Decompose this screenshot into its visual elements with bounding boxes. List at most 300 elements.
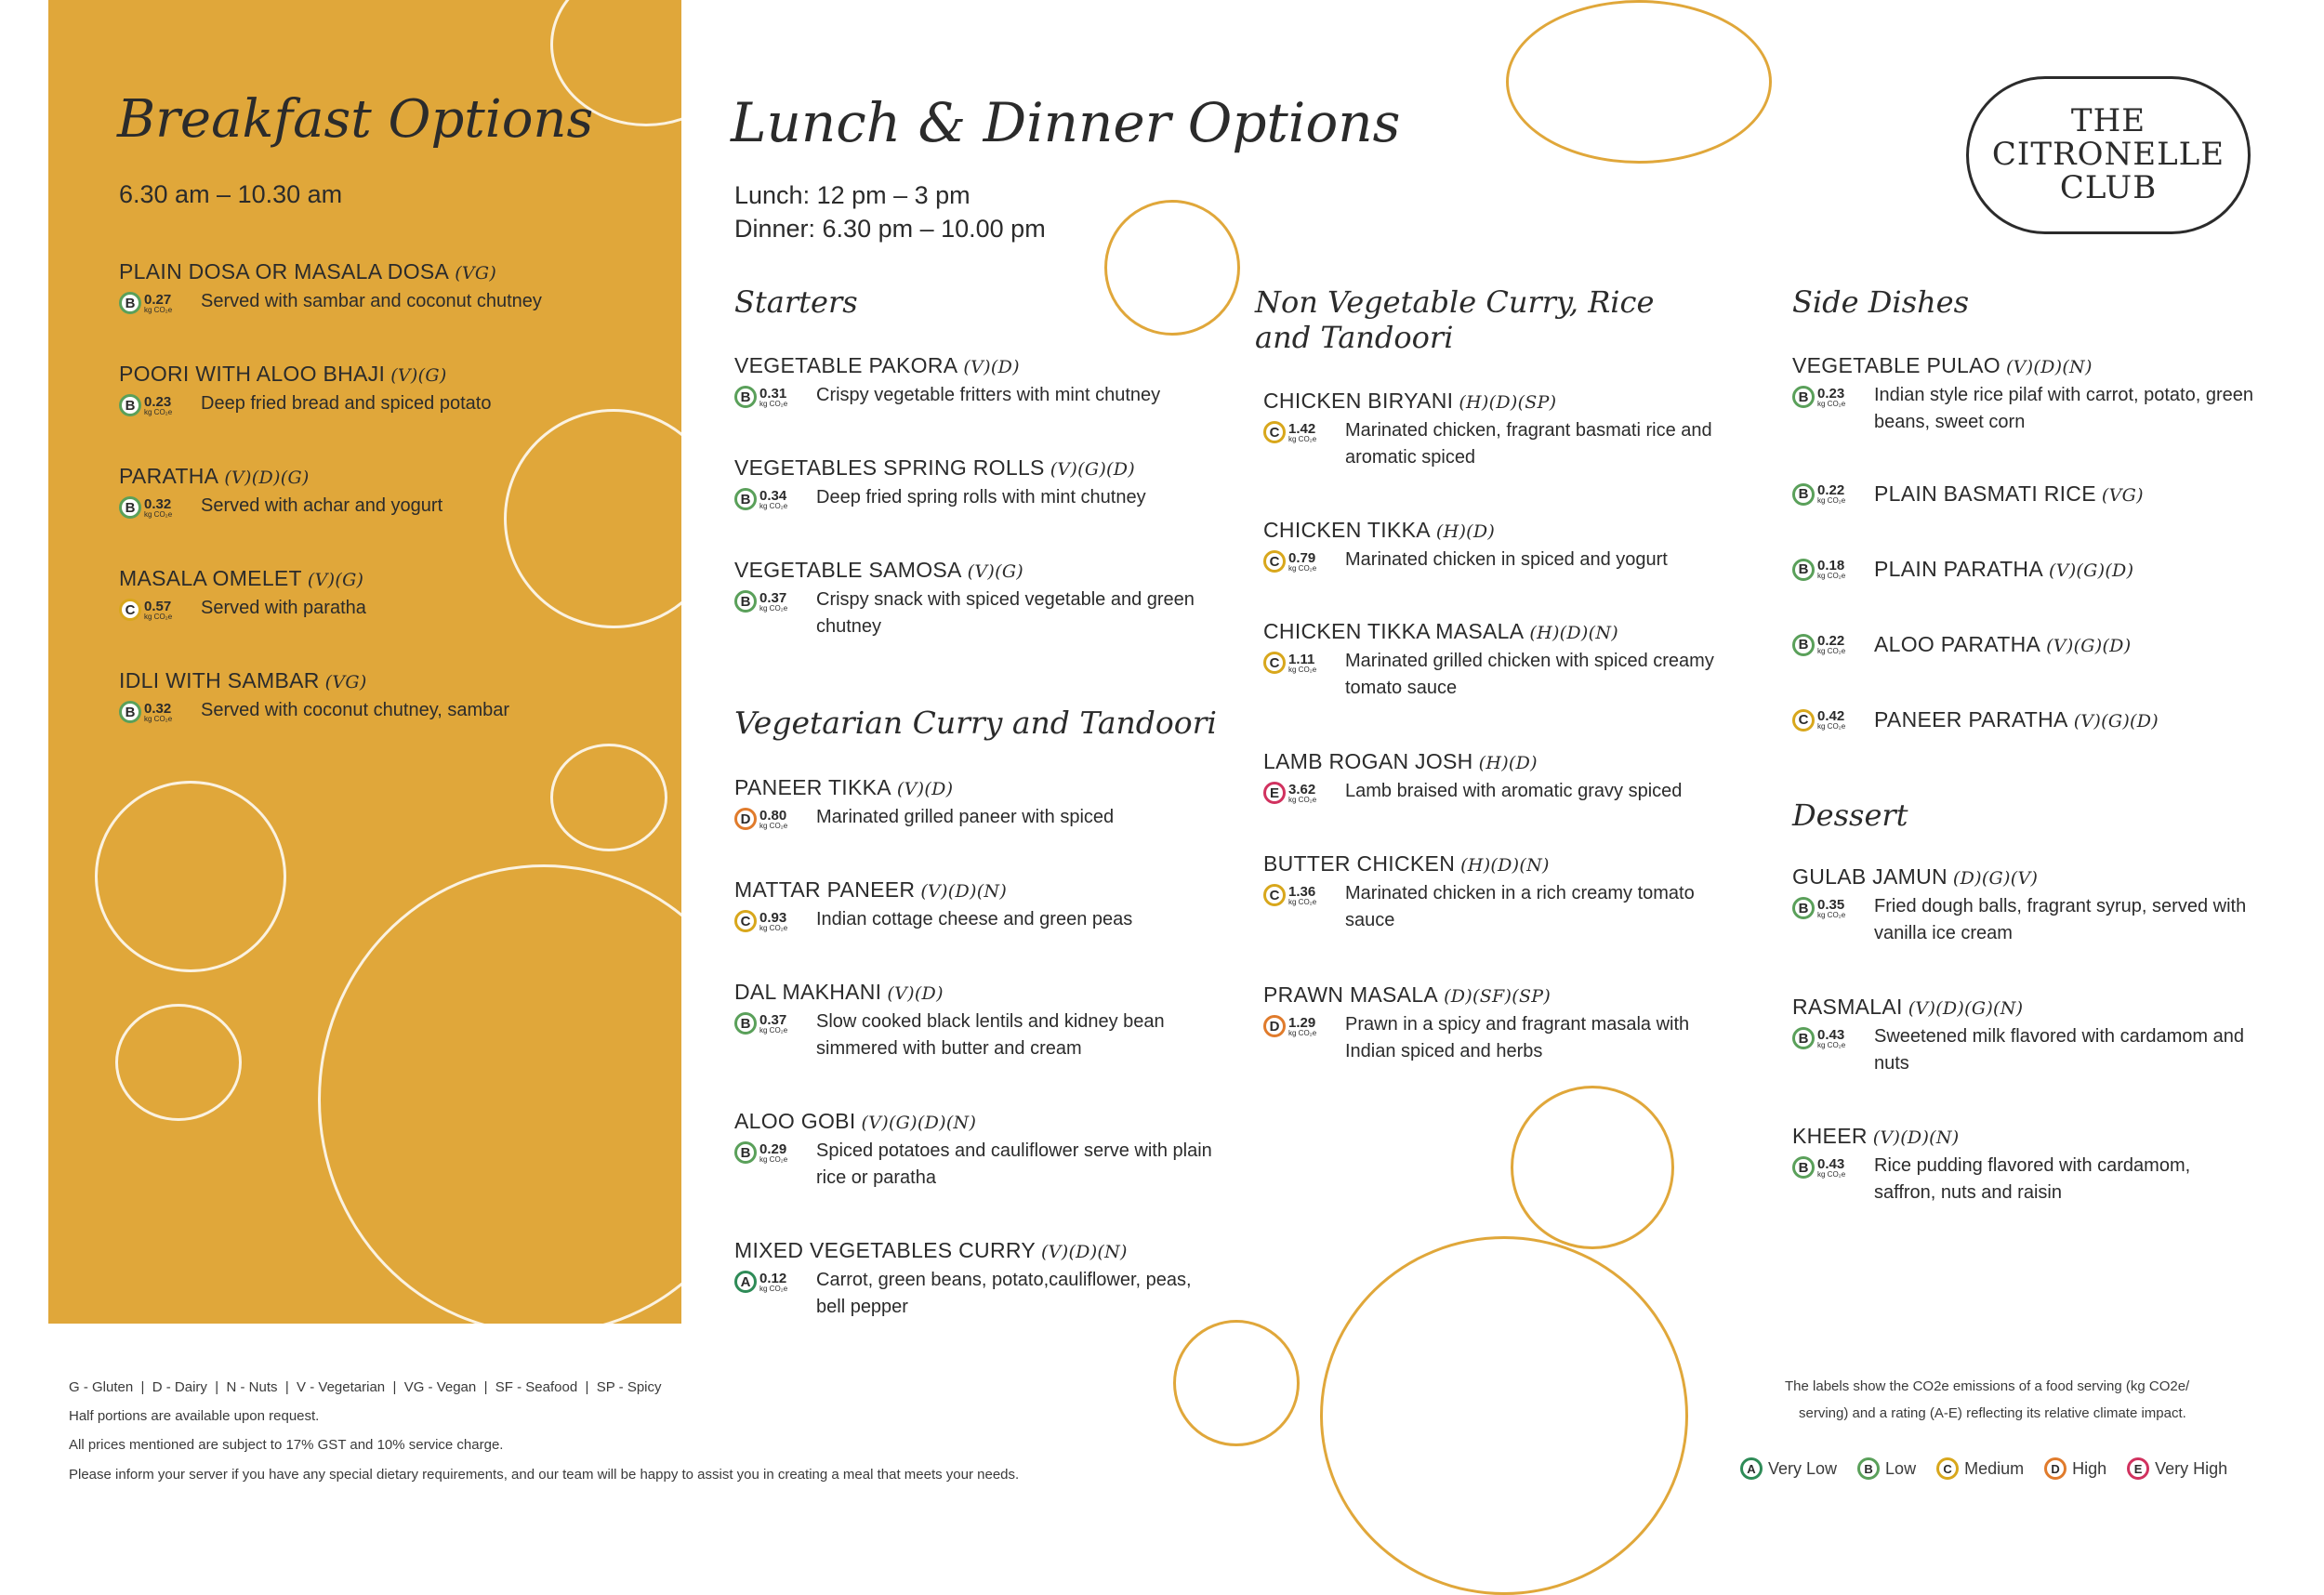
- dish-name: MASALA OMELET: [119, 566, 302, 590]
- co2-value: [1817, 1028, 1845, 1049]
- menu-item-detail: [734, 910, 1218, 933]
- logo-line2: CITRONELLE: [1991, 136, 2225, 174]
- dish-name: IDLI WITH SAMBAR: [119, 668, 320, 692]
- co2-badge: [734, 488, 816, 510]
- co2-value: [759, 1272, 787, 1293]
- dish-description: Deep fried bread and spiced potato: [201, 393, 492, 414]
- half-portions-note: Half portions are available upon request.: [69, 1408, 320, 1424]
- dish-description: Marinated chicken in a rich creamy tomato sauce: [1345, 883, 1695, 930]
- rating-b-icon: B: [1857, 1457, 1880, 1480]
- menu-item-name: [1874, 632, 2131, 657]
- rating-b-icon: B: [1792, 386, 1815, 408]
- co2-badge: [119, 599, 201, 621]
- menu-item: [1263, 619, 1728, 702]
- co2-number: 0.32: [144, 700, 172, 717]
- co2-number: 0.35: [1817, 896, 1845, 913]
- dietary-tags: (V)(G)(D): [2048, 560, 2134, 581]
- menu-item-name: [734, 1238, 1218, 1263]
- menu-item-detail: [119, 292, 602, 315]
- prices-note: All prices mentioned are subject to 17% GST and 10% service charge.: [69, 1437, 504, 1453]
- breakfast-hours: 6.30 am – 10.30 am: [119, 180, 343, 208]
- co2-number: 0.22: [1817, 482, 1845, 498]
- co2-value: [144, 395, 172, 416]
- menu-item-detail: [1263, 550, 1728, 573]
- dish-description: Sweetened milk flavored with cardamom and nuts: [1874, 1026, 2244, 1074]
- nonveg-title: [1255, 284, 1654, 355]
- menu-item-detail: [1792, 897, 2257, 947]
- dish-name: ALOO GOBI: [734, 1109, 856, 1133]
- co2-number: 0.37: [759, 589, 787, 606]
- co2-badge: [1792, 386, 1874, 408]
- vegetarian-title: Vegetarian Curry and Tandoori: [734, 705, 1217, 741]
- dish-name: RASMALAI: [1792, 995, 1903, 1019]
- menu-item-detail: [1263, 652, 1728, 702]
- dish-description: Indian cottage cheese and green peas: [816, 909, 1133, 929]
- co2-number: 0.27: [144, 291, 172, 308]
- dish-description: Indian style rice pilaf with carrot, potato, green beans, sweet corn: [1874, 385, 2253, 432]
- co2-number: 0.22: [1817, 633, 1845, 649]
- side-item: [1792, 481, 2144, 507]
- co2-unit: kg CO₂e: [144, 612, 173, 621]
- rating-legend: [1740, 1457, 2248, 1480]
- co2-unit: kg CO₂e: [1288, 563, 1317, 573]
- rating-c-icon: C: [1263, 652, 1286, 674]
- co2-badge: [734, 910, 816, 932]
- menu-item-detail: [1263, 884, 1728, 934]
- rating-b-icon: B: [119, 394, 141, 416]
- dietary-tags: (V)(D)(N): [2005, 357, 2093, 377]
- co2-badge: [1792, 634, 1874, 656]
- menu-item: [1792, 995, 2257, 1077]
- co2-value: [1817, 898, 1845, 919]
- menu-item-name: [1263, 851, 1728, 877]
- dietary-tags: (VG): [324, 672, 367, 692]
- menu-item-detail: [734, 1012, 1218, 1062]
- co2-number: 0.79: [1288, 549, 1316, 566]
- co2-value: [1817, 1157, 1845, 1179]
- dish-description: Served with sambar and coconut chutney: [201, 291, 542, 311]
- menu-item-name: [1263, 518, 1728, 543]
- co2-number: 0.12: [759, 1270, 787, 1286]
- rating-c-icon: C: [1263, 550, 1286, 573]
- menu-item-name: [1263, 982, 1728, 1008]
- co2-value: [1288, 551, 1316, 573]
- dish-description: Rice pudding flavored with cardamom, saffron, nuts and raisin: [1874, 1155, 2191, 1203]
- logo-line3: CLUB: [2059, 168, 2158, 206]
- co2-unit: kg CO₂e: [759, 603, 788, 613]
- co2-value: [759, 489, 787, 510]
- co2-unit: kg CO₂e: [759, 1284, 788, 1293]
- menu-item: [1792, 1124, 2257, 1206]
- menu-item: [1263, 389, 1728, 471]
- side-item: [1792, 707, 2159, 732]
- co2-unit: kg CO₂e: [144, 407, 173, 416]
- co2-unit: kg CO₂e: [1288, 897, 1317, 906]
- allergen-legend: G - Gluten | D - Dairy | N - Nuts | V - Vegetarian | VG - Vegan | SF - Seafood | SP - Spicy: [69, 1379, 662, 1395]
- rating-label: Low: [1885, 1458, 1917, 1478]
- dietary-tags: (V)(D): [896, 779, 954, 799]
- menu-item: [119, 668, 602, 724]
- co2-number: 0.23: [1817, 385, 1845, 402]
- sides-title: Side Dishes: [1792, 284, 1970, 320]
- menu-item-detail: [734, 386, 1218, 409]
- menu-item-name: [1792, 353, 2257, 378]
- lunch-dinner-title: Lunch & Dinner Options: [731, 91, 1401, 154]
- menu-item-name: [734, 775, 1218, 800]
- dish-description: Marinated chicken, fragrant basmati rice and aromatic spiced: [1345, 420, 1712, 468]
- co2-number: 0.34: [759, 487, 787, 504]
- dietary-tags: (VG): [2101, 485, 2144, 506]
- dish-name: VEGETABLE SAMOSA: [734, 558, 962, 582]
- dietary-tags: (V)(D)(G): [224, 468, 310, 488]
- dish-name: ALOO PARATHA: [1874, 632, 2041, 656]
- co2-badge: [1792, 1156, 1874, 1179]
- rating-label: High: [2072, 1458, 2107, 1478]
- dietary-tags: (V)(D)(N): [1872, 1127, 1960, 1148]
- menu-item-name: [119, 362, 602, 387]
- co2-value: [759, 809, 787, 830]
- co2-badge: [734, 590, 816, 613]
- co2-unit: kg CO₂e: [759, 501, 788, 510]
- nonveg-title-line1: Non Vegetable Curry, Rice: [1255, 284, 1655, 320]
- menu-item: [119, 362, 602, 417]
- co2-value: [759, 1142, 787, 1164]
- food-illustration: [1320, 1236, 1688, 1595]
- food-illustration: [318, 864, 681, 1324]
- menu-item-detail: [734, 1141, 1218, 1192]
- rating-b-icon: B: [1792, 483, 1815, 506]
- dietary-tags: (V)(G): [307, 570, 364, 590]
- co2-value: [1288, 422, 1316, 443]
- dish-name: CHICKEN TIKKA MASALA: [1263, 619, 1525, 643]
- dietary-tags: (V)(G)(D)(N): [861, 1113, 977, 1133]
- co2-value: [759, 1013, 787, 1035]
- co2-number: 1.11: [1288, 651, 1315, 667]
- menu-item: [119, 464, 602, 520]
- rating-b-icon: B: [119, 292, 141, 314]
- dietary-tags: (V)(G)(D): [2073, 711, 2159, 732]
- dietary-tags: (H)(D)(N): [1460, 855, 1550, 876]
- co2-badge: [734, 1271, 816, 1293]
- co2-unit: kg CO₂e: [1817, 647, 1846, 655]
- co2-number: 0.31: [759, 385, 787, 402]
- rating-b-icon: B: [734, 1141, 757, 1164]
- dietary-tags: (V)(G): [967, 561, 1024, 582]
- co2-badge: [734, 1012, 816, 1035]
- menu-item: [734, 775, 1218, 831]
- menu-item-detail: [1263, 782, 1728, 805]
- dietary-tags: (V)(G)(D): [2046, 636, 2132, 656]
- co2-value: [1817, 709, 1845, 731]
- dish-description: Marinated grilled paneer with spiced: [816, 807, 1115, 827]
- dish-description: Deep fried spring rolls with mint chutney: [816, 487, 1146, 508]
- dietary-tags: (H)(D)(N): [1529, 623, 1618, 643]
- co2-number: 0.57: [144, 598, 172, 614]
- dish-name: VEGETABLE PULAO: [1792, 353, 2000, 377]
- dish-description: Prawn in a spicy and fragrant masala with Indian spiced and herbs: [1345, 1014, 1690, 1061]
- dish-description: Lamb braised with aromatic gravy spiced: [1345, 781, 1683, 801]
- club-logo: [1966, 76, 2251, 234]
- menu-item: [734, 877, 1218, 933]
- menu-item-detail: [1792, 1156, 2257, 1206]
- dietary-tags: (D)(SF)(SP): [1444, 986, 1552, 1007]
- co2-unit: kg CO₂e: [1288, 1028, 1317, 1037]
- menu-item: [1263, 851, 1728, 934]
- logo-line1: THE: [2070, 102, 2146, 140]
- menu-item-detail: [734, 1271, 1218, 1321]
- dish-description: Crispy vegetable fritters with mint chutney: [816, 385, 1161, 405]
- dish-description: Served with paratha: [201, 598, 366, 618]
- dish-description: Spiced potatoes and cauliflower serve with plain rice or paratha: [816, 1140, 1212, 1188]
- breakfast-title: Breakfast Options: [117, 89, 594, 150]
- food-illustration: [1506, 0, 1772, 164]
- rating-c-icon: C: [1263, 421, 1286, 443]
- rating-b-icon: B: [734, 590, 757, 613]
- menu-item-name: [734, 353, 1218, 378]
- co2-badge: [1263, 884, 1345, 906]
- co2-number: 0.42: [1817, 708, 1845, 724]
- menu-item-detail: [1792, 386, 2257, 436]
- dessert-title: Dessert: [1792, 798, 1908, 833]
- menu-item: [734, 353, 1218, 409]
- co2-value: [759, 387, 787, 408]
- co2-number: 0.37: [759, 1011, 787, 1028]
- rating-c-icon: C: [734, 910, 757, 932]
- menu-item-name: [734, 877, 1218, 903]
- rating-e-icon: E: [2127, 1457, 2149, 1480]
- co2-value: [144, 497, 172, 519]
- menu-item-name: [1874, 707, 2159, 732]
- rating-b-icon: B: [1792, 1027, 1815, 1049]
- menu-item-detail: [1792, 1027, 2257, 1077]
- dish-description: Marinated chicken in spiced and yogurt: [1345, 549, 1668, 570]
- co2-badge: [1263, 550, 1345, 573]
- co2-unit: kg CO₂e: [1288, 434, 1317, 443]
- co2-number: 0.80: [759, 807, 787, 824]
- dietary-note: Please inform your server if you have any special dietary requirements, and our team will be happy to assist you in creating a meal that meets your needs.: [69, 1467, 1020, 1483]
- menu-item-name: [734, 455, 1218, 481]
- menu-item-detail: [119, 394, 602, 417]
- co2-value: [1817, 387, 1845, 408]
- dish-name: MATTAR PANEER: [734, 877, 916, 902]
- food-illustration: [1173, 1320, 1300, 1446]
- co2-unit: kg CO₂e: [1817, 910, 1846, 919]
- co2-number: 0.29: [759, 1140, 787, 1157]
- co2-badge: [1792, 709, 1874, 732]
- rating-b-icon: B: [1792, 1156, 1815, 1179]
- dietary-tags: (H)(D): [1478, 753, 1538, 773]
- dietary-tags: (V)(G)(D): [1050, 459, 1136, 480]
- co2-number: 1.36: [1288, 883, 1316, 900]
- dish-name: CHICKEN TIKKA: [1263, 518, 1431, 542]
- dish-name: LAMB ROGAN JOSH: [1263, 749, 1473, 773]
- dish-name: PLAIN DOSA OR MASALA DOSA: [119, 259, 450, 283]
- food-illustration: [95, 781, 286, 972]
- dish-name: GULAB JAMUN: [1792, 864, 1948, 889]
- co2-unit: kg CO₂e: [1288, 795, 1317, 804]
- co2-value: [1288, 885, 1316, 906]
- co2-value: [144, 702, 172, 723]
- co2-unit: kg CO₂e: [144, 305, 173, 314]
- dietary-tags: (H)(D): [1435, 521, 1496, 542]
- nonveg-title-line2: and Tandoori: [1255, 320, 1454, 355]
- dish-name: MIXED VEGETABLES CURRY: [734, 1238, 1036, 1262]
- menu-item: [119, 566, 602, 622]
- side-item: [1792, 632, 2131, 657]
- rating-b-icon: B: [1792, 897, 1815, 919]
- menu-item-name: [119, 259, 602, 284]
- menu-item-detail: [119, 701, 602, 724]
- co2-unit: kg CO₂e: [759, 1154, 788, 1164]
- rating-b-icon: B: [1792, 634, 1815, 656]
- rating-label: Medium: [1964, 1458, 2025, 1478]
- co2-number: 1.29: [1288, 1014, 1316, 1031]
- menu-item-name: [1874, 481, 2144, 507]
- food-illustration: [550, 744, 667, 851]
- menu-item: [1263, 518, 1728, 573]
- dish-name: KHEER: [1792, 1124, 1868, 1148]
- co2-unit: kg CO₂e: [759, 923, 788, 932]
- co2-number: 0.43: [1817, 1026, 1845, 1043]
- co2-badge: [119, 701, 201, 723]
- dietary-tags: (V)(D)(N): [1041, 1242, 1128, 1262]
- rating-c-icon: C: [1263, 884, 1286, 906]
- co2-badge: [1792, 483, 1874, 506]
- dietary-tags: (V)(D): [963, 357, 1020, 377]
- menu-item: [734, 455, 1218, 511]
- menu-item-detail: [734, 808, 1218, 831]
- menu-item: [734, 980, 1218, 1062]
- rating-c-icon: C: [1792, 709, 1815, 732]
- rating-label: Very High: [2155, 1458, 2228, 1478]
- menu-item: [734, 1109, 1218, 1192]
- dish-name: PLAIN BASMATI RICE: [1874, 481, 2096, 506]
- menu-item-name: [734, 1109, 1218, 1134]
- dish-name: CHICKEN BIRYANI: [1263, 389, 1454, 413]
- co2-unit: kg CO₂e: [1817, 496, 1846, 505]
- co2-value: [1817, 634, 1845, 655]
- rating-b-icon: B: [734, 488, 757, 510]
- co2-badge: [1263, 652, 1345, 674]
- dish-description: Marinated grilled chicken with spiced creamy tomato sauce: [1345, 651, 1714, 698]
- menu-item-detail: [1263, 421, 1728, 471]
- dietary-tags: (V)(D): [887, 983, 944, 1004]
- co2-unit: kg CO₂e: [1817, 399, 1846, 408]
- co2-number: 3.62: [1288, 781, 1316, 798]
- menu-item-name: [1874, 557, 2133, 582]
- co2-badge: [119, 394, 201, 416]
- menu-item-name: [119, 566, 602, 591]
- starters-title: Starters: [734, 284, 858, 320]
- menu-item: [1263, 749, 1728, 805]
- co2-value: [759, 591, 787, 613]
- menu-item-name: [1263, 749, 1728, 774]
- rating-d-icon: D: [734, 808, 757, 830]
- co2-badge: [119, 496, 201, 519]
- menu-item-detail: [119, 496, 602, 520]
- rating-b-icon: B: [734, 1012, 757, 1035]
- co2-number: 0.32: [144, 495, 172, 512]
- co2-badge: [734, 386, 816, 408]
- dietary-tags: (D)(G)(V): [1952, 868, 2039, 889]
- dietary-tags: (V)(D)(G)(N): [1908, 998, 2024, 1019]
- menu-item-detail: [734, 590, 1218, 640]
- co2-unit: kg CO₂e: [759, 1025, 788, 1035]
- co2-value: [1288, 652, 1316, 674]
- co2-number: 0.43: [1817, 1155, 1845, 1172]
- food-illustration: [1104, 200, 1240, 336]
- dish-name: PANEER PARATHA: [1874, 707, 2068, 732]
- rating-d-icon: D: [2044, 1457, 2067, 1480]
- co2-unit: kg CO₂e: [1817, 572, 1846, 580]
- menu-item-name: [734, 980, 1218, 1005]
- rating-a-icon: A: [1740, 1457, 1763, 1480]
- co2-badge: [1263, 782, 1345, 804]
- co2-badge: [1263, 1015, 1345, 1037]
- co2-badge: [119, 292, 201, 314]
- menu-item: [734, 558, 1218, 640]
- menu-item-name: [1263, 619, 1728, 644]
- dish-name: VEGETABLE PAKORA: [734, 353, 958, 377]
- dietary-tags: (V)(D)(N): [920, 881, 1008, 902]
- dish-name: PLAIN PARATHA: [1874, 557, 2043, 581]
- rating-label: Very Low: [1768, 1458, 1838, 1478]
- co2-unit: kg CO₂e: [144, 509, 173, 519]
- dish-description: Slow cooked black lentils and kidney bean simmered with butter and cream: [816, 1011, 1165, 1059]
- dish-name: PANEER TIKKA: [734, 775, 891, 799]
- menu-item: [1792, 864, 2257, 947]
- co2-badge: [1792, 559, 1874, 581]
- side-item: [1792, 557, 2133, 582]
- rating-a-icon: A: [734, 1271, 757, 1293]
- rating-b-icon: B: [119, 701, 141, 723]
- rating-b-icon: B: [119, 496, 141, 519]
- dish-description: Crispy snack with spiced vegetable and green chutney: [816, 589, 1195, 637]
- co2-note-line1: The labels show the CO2e emissions of a food serving (kg CO2e/: [1785, 1378, 2190, 1394]
- co2-badge: [734, 1141, 816, 1164]
- menu-item-name: [1792, 864, 2257, 890]
- dish-description: Carrot, green beans, potato,cauliflower, peas, bell pepper: [816, 1270, 1192, 1317]
- co2-unit: kg CO₂e: [759, 821, 788, 830]
- dish-description: Served with achar and yogurt: [201, 495, 443, 516]
- rating-b-icon: B: [1792, 559, 1815, 581]
- co2-unit: kg CO₂e: [1817, 722, 1846, 731]
- dish-name: POORI WITH ALOO BHAJI: [119, 362, 386, 386]
- co2-value: [144, 293, 172, 314]
- dish-name: PARATHA: [119, 464, 219, 488]
- dish-description: Served with coconut chutney, sambar: [201, 700, 510, 720]
- menu-item-name: [1792, 1124, 2257, 1149]
- rating-d-icon: D: [1263, 1015, 1286, 1037]
- food-illustration: [115, 1004, 242, 1121]
- co2-number: 1.42: [1288, 420, 1316, 437]
- menu-item-name: [734, 558, 1218, 583]
- co2-value: [1288, 783, 1316, 804]
- dish-description: Fried dough balls, fragrant syrup, served with vanilla ice cream: [1874, 896, 2247, 943]
- co2-badge: [1792, 897, 1874, 919]
- dinner-hours: Dinner: 6.30 pm – 10.00 pm: [734, 215, 1046, 243]
- dietary-tags: (VG): [455, 263, 497, 283]
- co2-badge: [1792, 1027, 1874, 1049]
- food-illustration: [1511, 1086, 1674, 1249]
- co2-value: [144, 600, 172, 621]
- dietary-tags: (V)(G): [390, 365, 447, 386]
- co2-unit: kg CO₂e: [759, 399, 788, 408]
- co2-unit: kg CO₂e: [1817, 1040, 1846, 1049]
- rating-c-icon: C: [119, 599, 141, 621]
- menu-item: [1792, 353, 2257, 436]
- co2-number: 0.23: [144, 393, 172, 410]
